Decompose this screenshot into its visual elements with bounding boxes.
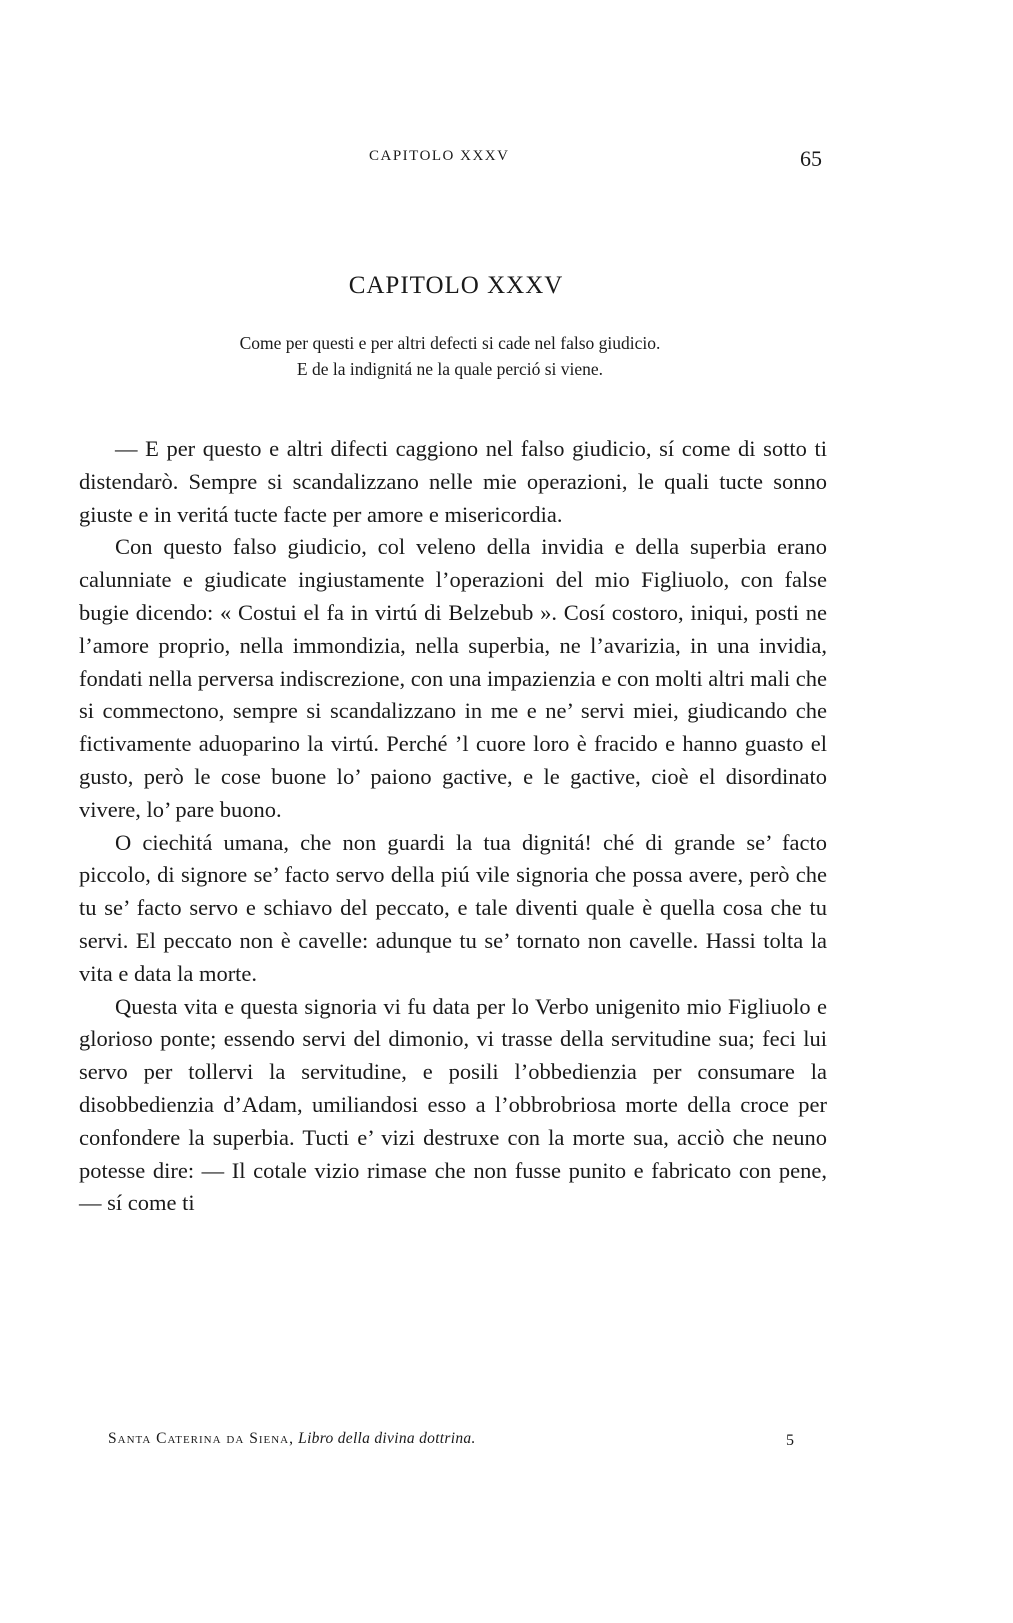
running-title: CAPITOLO XXXV — [369, 148, 510, 164]
body-text — [79, 433, 827, 1220]
paragraph-2: Con questo falso giudicio, col veleno della invidia e della superbia erano calunniate e giudicate ingiustamente l’operazioni del mio Figliuolo, con false bugie dicendo: « Costui el fa in virtú di Belzebub ». Cosí costoro, iniqui, posti ne l’amore proprio, nella immondizia, nella superbia, ne l’avarizia, in una invidia, fondati nella perversa indiscrezione, con una impazienzia e con molti altri mali che si commectono, sempre si scandalizzano in me e ne’ servi miei, giudicando che fictivamente aduoparino la virtú. Perché ’l cuore loro è fracido e hanno guasto el gusto, però le cose buone lo’ paiono gactive, e le gactive, cioè el disordinato vivere, lo’ pare buono. — [79, 534, 827, 822]
subtitle-line-2: E de la indignitá ne la quale perció si viene. — [296, 359, 604, 379]
page-footer — [0, 1430, 1013, 1460]
footer-work: Libro della divina dottrina. — [298, 1430, 476, 1447]
chapter-subtitle — [80, 330, 820, 382]
paragraph-4: Questa vita e questa signoria vi fu data per lo Verbo unigenito mio Figliuolo e glorioso ponte; essendo servi del dimonio, vi trasse della servitudine sua; feci lui servo per tollervi la servitudine, e posili l’obbedienzia per consumare la disobbedienzia d’Adam, umiliandosi esso a l’obbrobriosa morte della croce per confondere la superbia. Tucti e’ vizi destruxe con la morte sua, acciò che neuno potesse dire: — Il cotale vizio rimase che non fusse punito e fabricato con pene, — sí come ti — [79, 993, 827, 1216]
footer-author: Santa Caterina da Siena, — [108, 1430, 294, 1447]
paragraph-1: — E per questo e altri difecti caggiono nel falso giudicio, sí come di sotto ti distendarò. Sempre si scandalizzano nelle mie operazioni, le quali tucte sonno giuste e in veritá tucte facte per amore e misericordia. — [79, 436, 827, 527]
subtitle-line-1: Come per questi e per altri defecti si cade nel falso giudicio. — [239, 333, 661, 353]
chapter-title: CAPITOLO XXXV — [348, 272, 564, 299]
signature-mark: 5 — [786, 1432, 794, 1449]
footer-source — [108, 1430, 476, 1448]
running-header — [0, 140, 1013, 170]
page-number: 65 — [800, 146, 822, 171]
paragraph-3: O ciechitá umana, che non guardi la tua dignitá! ché di grande se’ facto piccolo, di signore se’ facto servo della piú vile signoria che possa avere, però che tu se’ facto servo e schiavo del peccato, e tale diventi quale è quella cosa che tu servi. El peccato non è cavelle: adunque tu se’ tornato non cavelle. Hassi tolta la vita e data la morte. — [79, 829, 827, 986]
